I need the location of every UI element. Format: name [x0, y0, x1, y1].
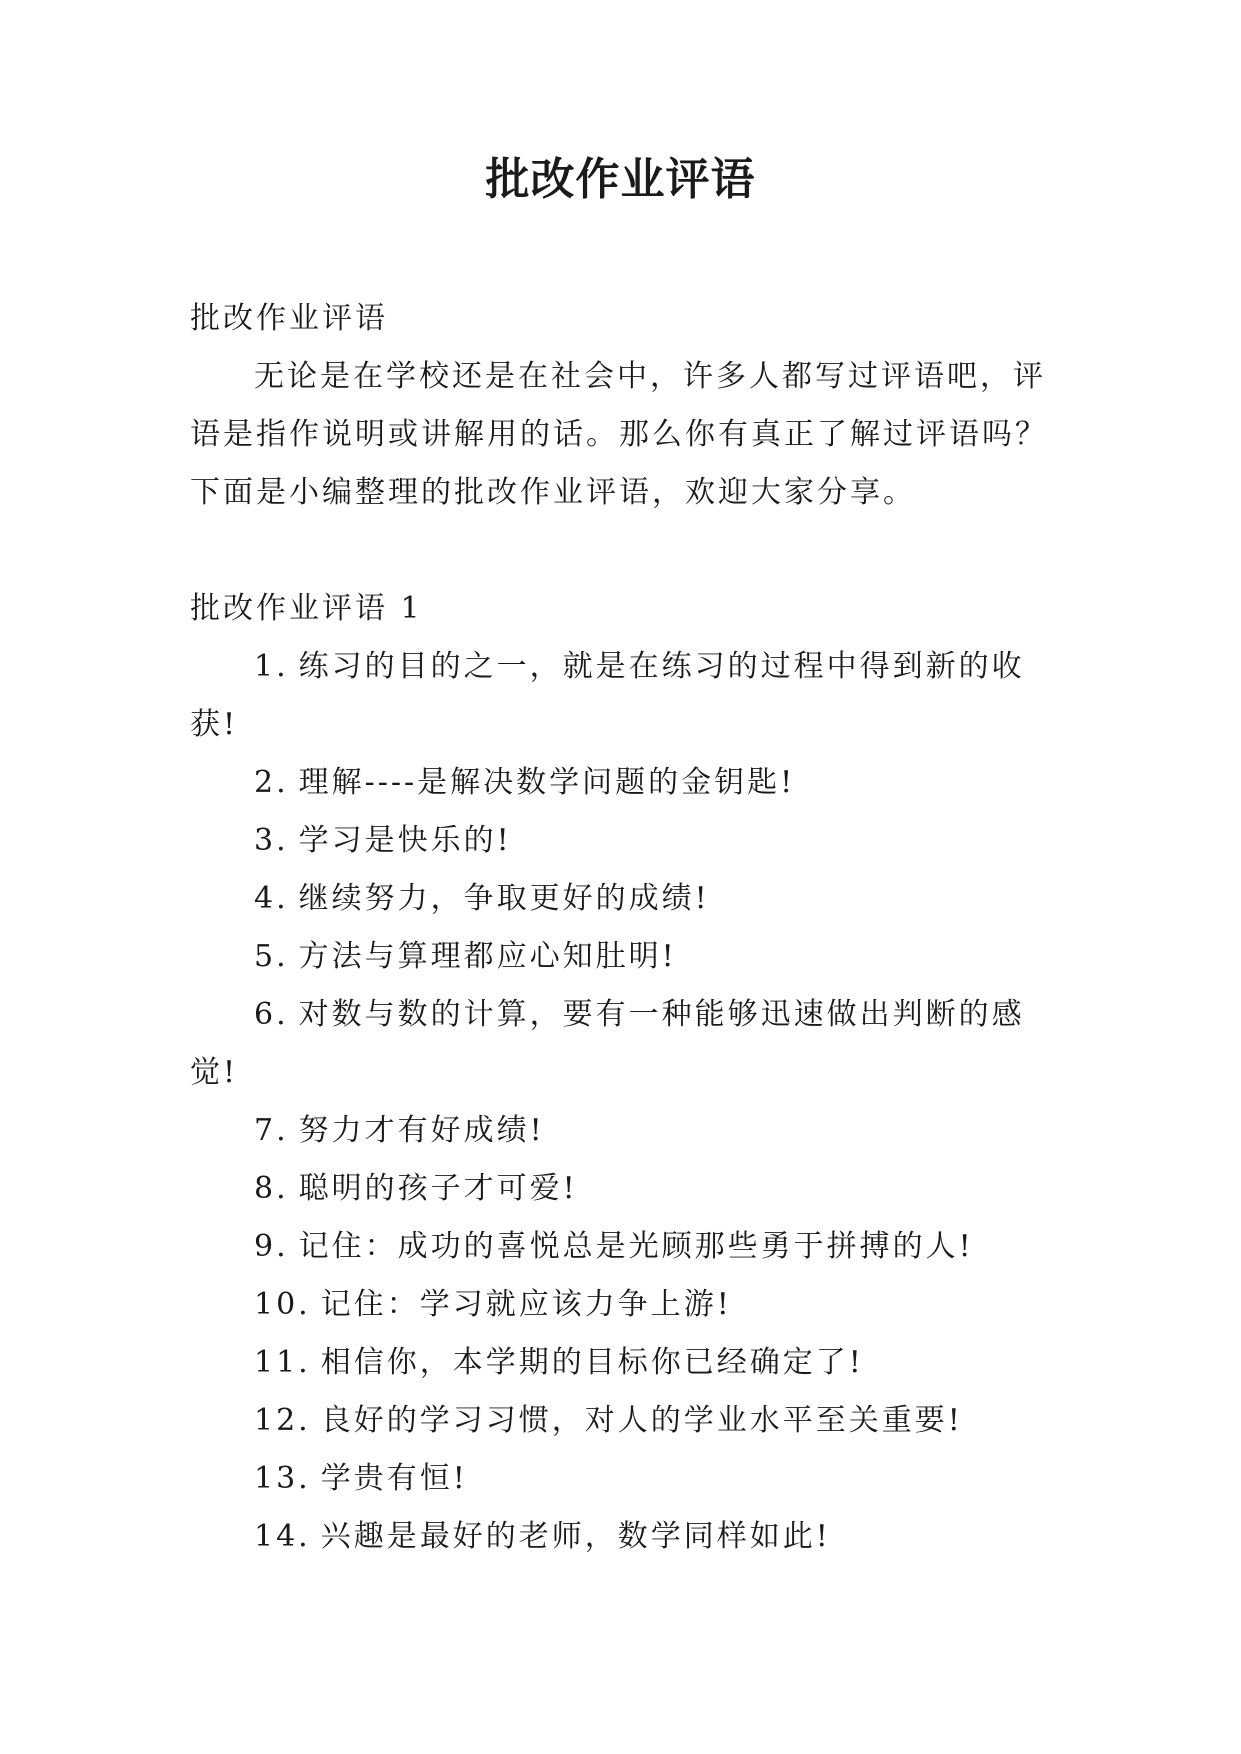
comment-list: [190, 638, 1050, 1566]
list-item-text: 方法与算理都应心知肚明!: [298, 939, 677, 974]
document-body: [190, 290, 1050, 1566]
list-item-text: 继续努力，争取更好的成绩!: [298, 881, 710, 916]
intro-paragraph: 无论是在学校还是在社会中，许多人都写过评语吧，评语是指作说明或讲解用的话。那么你有真正了解过评语吗？下面是小编整理的批改作业评语，欢迎大家分享。: [190, 359, 1048, 510]
list-item-number: 10.: [254, 1287, 311, 1322]
section-spacer: [190, 522, 1050, 580]
list-item-number: 14.: [254, 1519, 311, 1554]
list-item-text: 对数与数的计算，要有一种能够迅速做出判断的感觉!: [190, 997, 1025, 1090]
list-item: [190, 1334, 1050, 1392]
list-item: [190, 638, 1050, 754]
list-item-text: 记住：学习就应该力争上游!: [320, 1287, 732, 1322]
list-item: [190, 1508, 1050, 1566]
list-item-text: 理解----是解决数学问题的金钥匙!: [298, 765, 796, 800]
list-item: [190, 1276, 1050, 1334]
list-item: [190, 870, 1050, 928]
list-item-text: 学习是快乐的!: [298, 823, 512, 858]
list-item: [190, 1392, 1050, 1450]
list-item: [190, 1218, 1050, 1276]
list-item-number: 13.: [254, 1461, 311, 1496]
list-item-text: 聪明的孩子才可爱!: [298, 1171, 578, 1206]
list-item-number: 7.: [254, 1113, 289, 1148]
list-item-number: 2.: [254, 765, 289, 800]
section-heading: 批改作业评语 1: [190, 591, 423, 626]
list-item-text: 学贵有恒!: [320, 1461, 468, 1496]
list-item: [190, 986, 1050, 1102]
page-title: 批改作业评语: [485, 154, 756, 205]
list-item-number: 4.: [254, 881, 289, 916]
list-item-number: 8.: [254, 1171, 289, 1206]
list-item-number: 3.: [254, 823, 289, 858]
list-item-text: 记住：成功的喜悦总是光顾那些勇于拼搏的人!: [298, 1229, 974, 1264]
list-item-text: 兴趣是最好的老师，数学同样如此!: [320, 1519, 831, 1554]
list-item-number: 1.: [254, 649, 289, 684]
list-item-text: 相信你，本学期的目标你已经确定了!: [320, 1345, 864, 1380]
list-item: [190, 754, 1050, 812]
list-item: [190, 928, 1050, 986]
list-item-text: 良好的学习习惯，对人的学业水平至关重要!: [320, 1403, 963, 1438]
list-item-text: 努力才有好成绩!: [298, 1113, 545, 1148]
list-item-number: 12.: [254, 1403, 311, 1438]
list-item: [190, 812, 1050, 870]
list-item-number: 11.: [254, 1345, 311, 1380]
list-item-number: 5.: [254, 939, 289, 974]
list-item: [190, 1102, 1050, 1160]
list-item: [190, 1450, 1050, 1508]
intro-heading: 批改作业评语: [190, 301, 388, 336]
list-item-text: 练习的目的之一，就是在练习的过程中得到新的收获!: [190, 649, 1025, 742]
list-item: [190, 1160, 1050, 1218]
list-item-number: 9.: [254, 1229, 289, 1264]
list-item-number: 6.: [254, 997, 289, 1032]
